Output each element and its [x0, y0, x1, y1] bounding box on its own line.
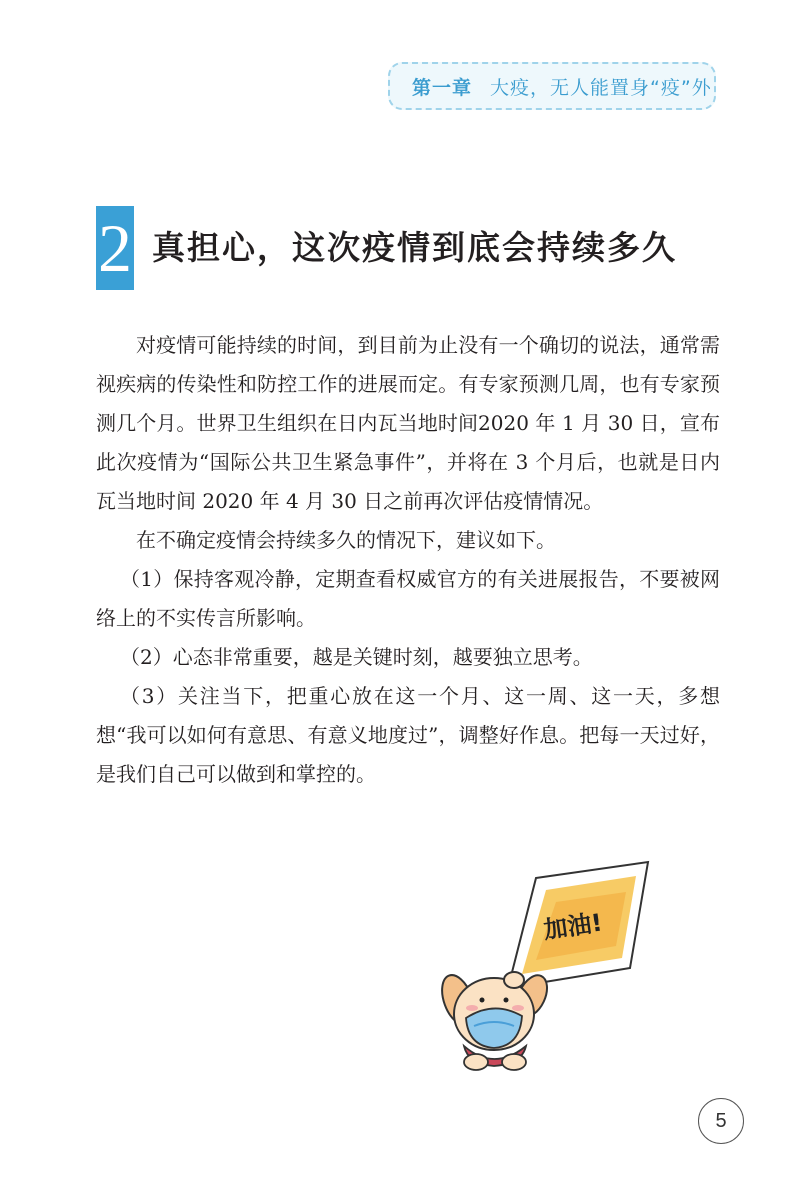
page-number: 5: [698, 1098, 744, 1144]
list-item: （2）心态非常重要，越是关键时刻，越要独立思考。: [120, 645, 593, 669]
paragraph: 在不确定疫情会持续多久的情况下，建议如下。: [136, 528, 556, 552]
chapter-label: 第一章: [412, 76, 473, 99]
list-item: （3）关注当下，把重心放在这一个月、这一周、这一天，多想想“我可以如何有意思、有意义地度过”，调整好作息。把每一天过好，是我们自己可以做到和掌控的。: [96, 684, 720, 786]
paragraph: 对疫情可能持续的时间，到目前为止没有一个确切的说法，通常需视疾病的传染性和防控工作的进展而定。有专家预测几周，也有专家预测几个月。世界卫生组织在日内瓦当地时间2020 年 1 月 30 日，宣布此次疫情为“国际公共卫生紧急事件”，并将在 3 个月后，也就是日内瓦当地时间 2020 年 4 月 30 日之前再次评估疫情情况。: [96, 333, 720, 513]
mascot-with-flag-icon: [436, 850, 666, 1072]
body-text: [96, 326, 720, 794]
section-title: 真担心，这次疫情到底会持续多久: [152, 228, 677, 267]
section-number-badge: 2: [96, 206, 134, 290]
chapter-title: 大疫，无人能置身“疫”外: [490, 76, 712, 99]
running-header: [388, 62, 716, 110]
list-item: （1）保持客观冷静，定期查看权威官方的有关进展报告，不要被网络上的不实传言所影响。: [96, 567, 720, 630]
flag-text: 加油!: [541, 908, 605, 945]
